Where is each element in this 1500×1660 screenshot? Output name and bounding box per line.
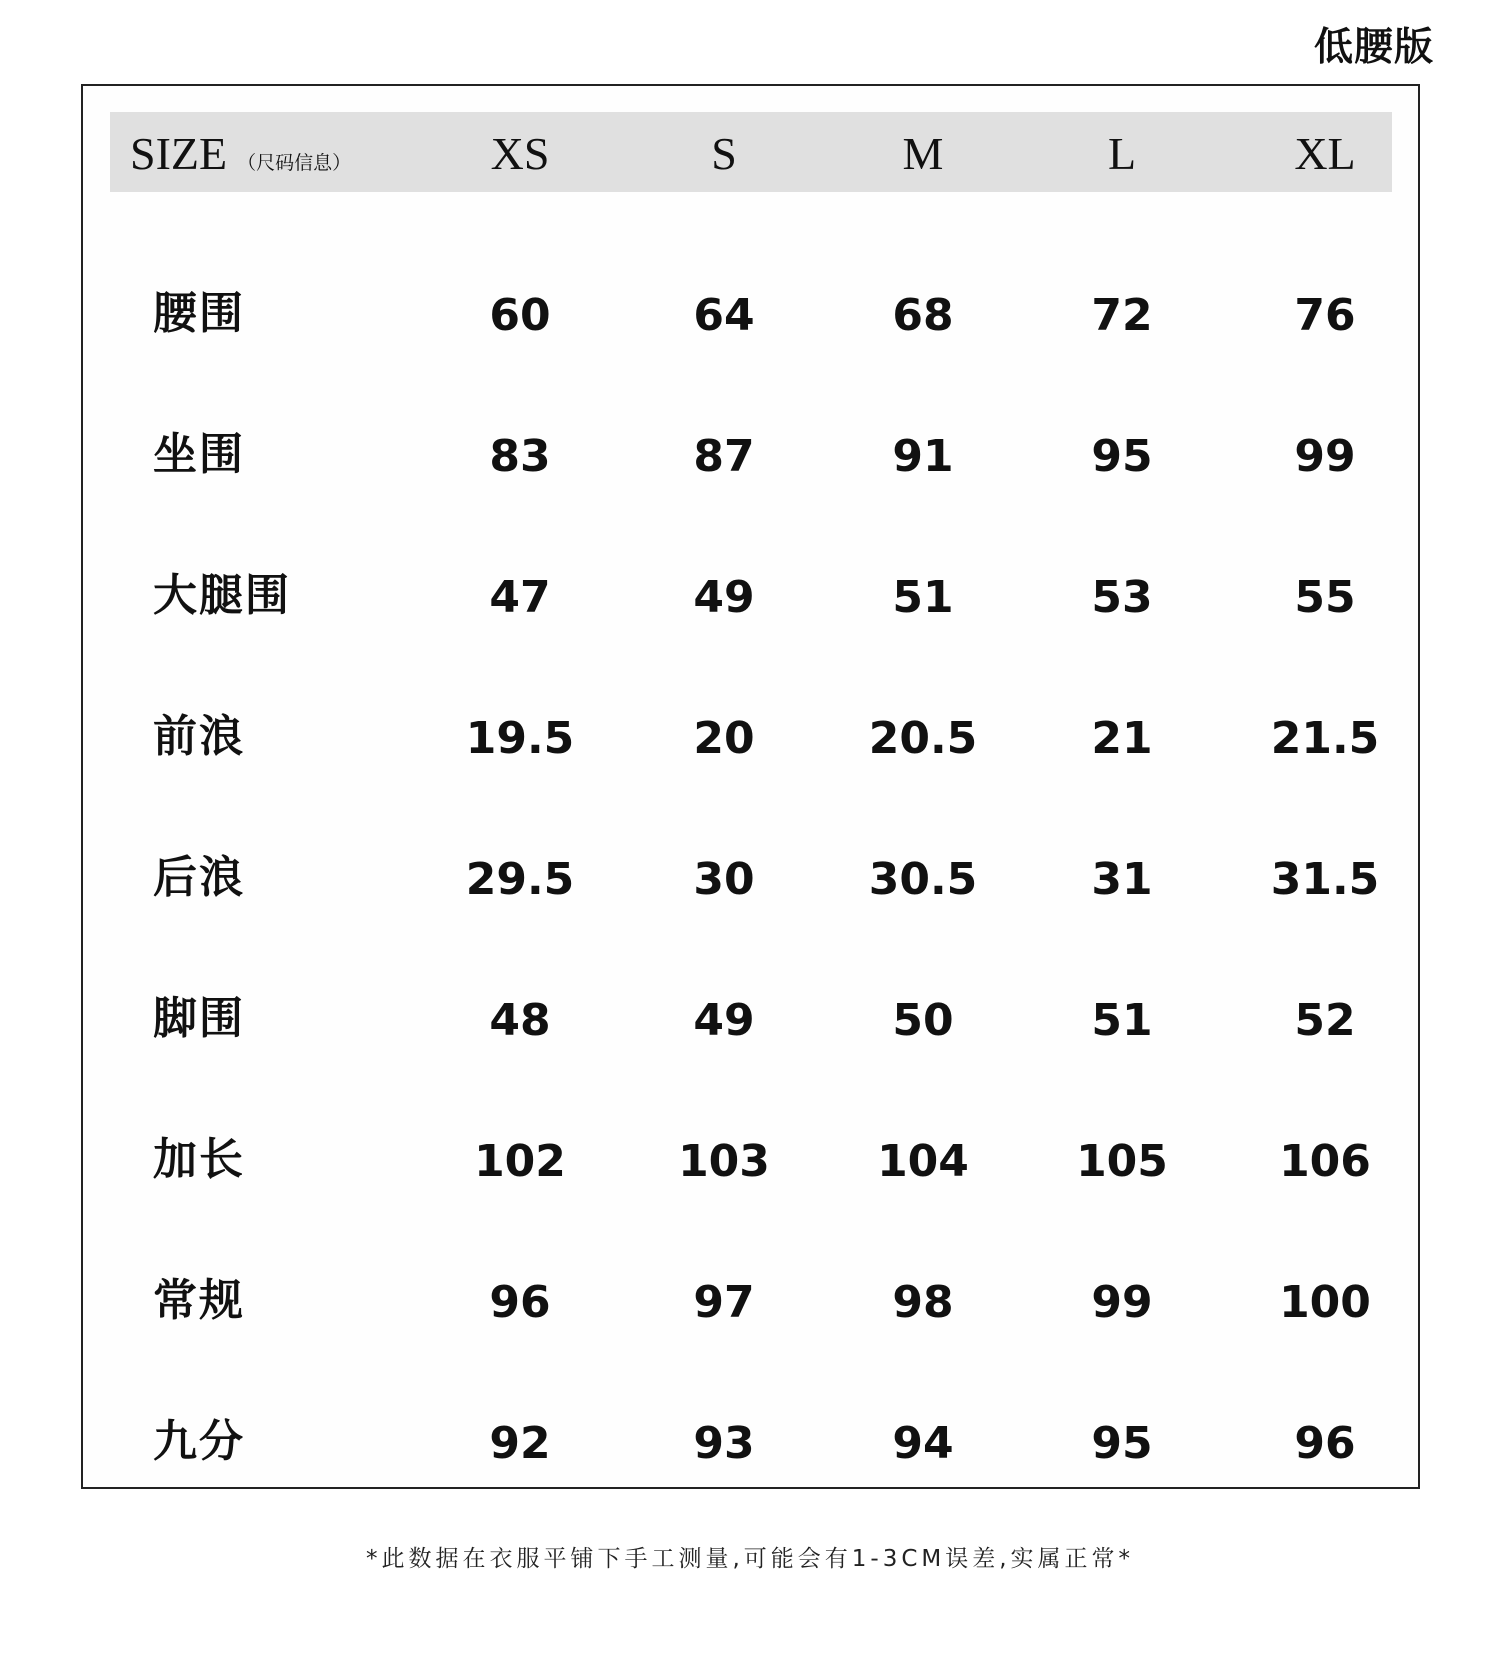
table-row	[83, 1251, 1418, 1351]
table-row	[83, 264, 1418, 364]
version-label: 低腰版	[1313, 25, 1434, 70]
table-cell: 30.5	[868, 854, 978, 905]
column-header-m: M	[902, 128, 944, 179]
table-cell: 53	[1091, 572, 1153, 623]
table-row	[83, 1392, 1418, 1492]
table-header	[110, 112, 1392, 192]
table-cell: 106	[1279, 1136, 1371, 1187]
table-cell: 64	[693, 290, 755, 341]
table-cell: 51	[892, 572, 954, 623]
table-cell: 20	[693, 713, 755, 764]
table-cell: 72	[1091, 290, 1153, 341]
size-sublabel: （尺码信息）	[237, 152, 352, 174]
table-cell: 95	[1091, 431, 1153, 482]
table-row	[83, 687, 1418, 787]
table-cell: 29.5	[465, 854, 575, 905]
table-cell: 55	[1294, 572, 1356, 623]
table-cell: 99	[1091, 1277, 1153, 1328]
table-cell: 83	[489, 431, 551, 482]
table-cell: 20.5	[868, 713, 978, 764]
table-cell: 19.5	[465, 713, 575, 764]
table-cell: 51	[1091, 995, 1153, 1046]
row-label: 脚围	[153, 993, 245, 1044]
table-cell: 99	[1294, 431, 1356, 482]
table-cell: 96	[489, 1277, 551, 1328]
table-cell: 93	[693, 1418, 755, 1469]
table-row	[83, 1110, 1418, 1210]
table-cell: 21.5	[1270, 713, 1380, 764]
row-label: 后浪	[153, 852, 245, 903]
table-row	[83, 828, 1418, 928]
table-cell: 47	[489, 572, 551, 623]
row-label: 腰围	[153, 288, 245, 339]
row-label: 常规	[153, 1275, 245, 1326]
row-label: 大腿围	[153, 570, 291, 621]
measurement-footnote: *此数据在衣服平铺下手工测量,可能会有1-3CM误差,实属正常*	[365, 1546, 1135, 1572]
column-header-l: L	[1107, 128, 1137, 179]
table-cell: 21	[1091, 713, 1153, 764]
size-table	[81, 84, 1420, 1489]
table-row	[83, 405, 1418, 505]
table-cell: 91	[892, 431, 954, 482]
column-header-xl: XL	[1294, 128, 1356, 179]
table-cell: 95	[1091, 1418, 1153, 1469]
table-cell: 97	[693, 1277, 755, 1328]
table-cell: 100	[1279, 1277, 1371, 1328]
table-cell: 105	[1076, 1136, 1168, 1187]
column-header-xs: XS	[490, 128, 550, 179]
table-cell: 76	[1294, 290, 1356, 341]
table-cell: 48	[489, 995, 551, 1046]
table-row	[83, 969, 1418, 1069]
table-cell: 94	[892, 1418, 954, 1469]
table-cell: 87	[693, 431, 755, 482]
table-cell: 68	[892, 290, 954, 341]
row-label: 九分	[153, 1416, 245, 1467]
table-cell: 92	[489, 1418, 551, 1469]
table-row	[83, 546, 1418, 646]
table-cell: 96	[1294, 1418, 1356, 1469]
table-cell: 49	[693, 572, 755, 623]
table-cell: 31	[1091, 854, 1153, 905]
table-cell: 103	[678, 1136, 770, 1187]
table-cell: 104	[877, 1136, 969, 1187]
column-header-s: S	[711, 128, 737, 179]
table-cell: 49	[693, 995, 755, 1046]
table-cell: 52	[1294, 995, 1356, 1046]
table-cell: 30	[693, 854, 755, 905]
row-label: 前浪	[153, 711, 245, 762]
size-header-cell	[130, 112, 351, 192]
row-label: 坐围	[153, 429, 245, 480]
table-cell: 102	[474, 1136, 566, 1187]
table-cell: 50	[892, 995, 954, 1046]
table-cell: 60	[489, 290, 551, 341]
table-cell: 98	[892, 1277, 954, 1328]
row-label: 加长	[153, 1134, 245, 1185]
table-cell: 31.5	[1270, 854, 1380, 905]
size-label: SIZE	[130, 128, 228, 179]
